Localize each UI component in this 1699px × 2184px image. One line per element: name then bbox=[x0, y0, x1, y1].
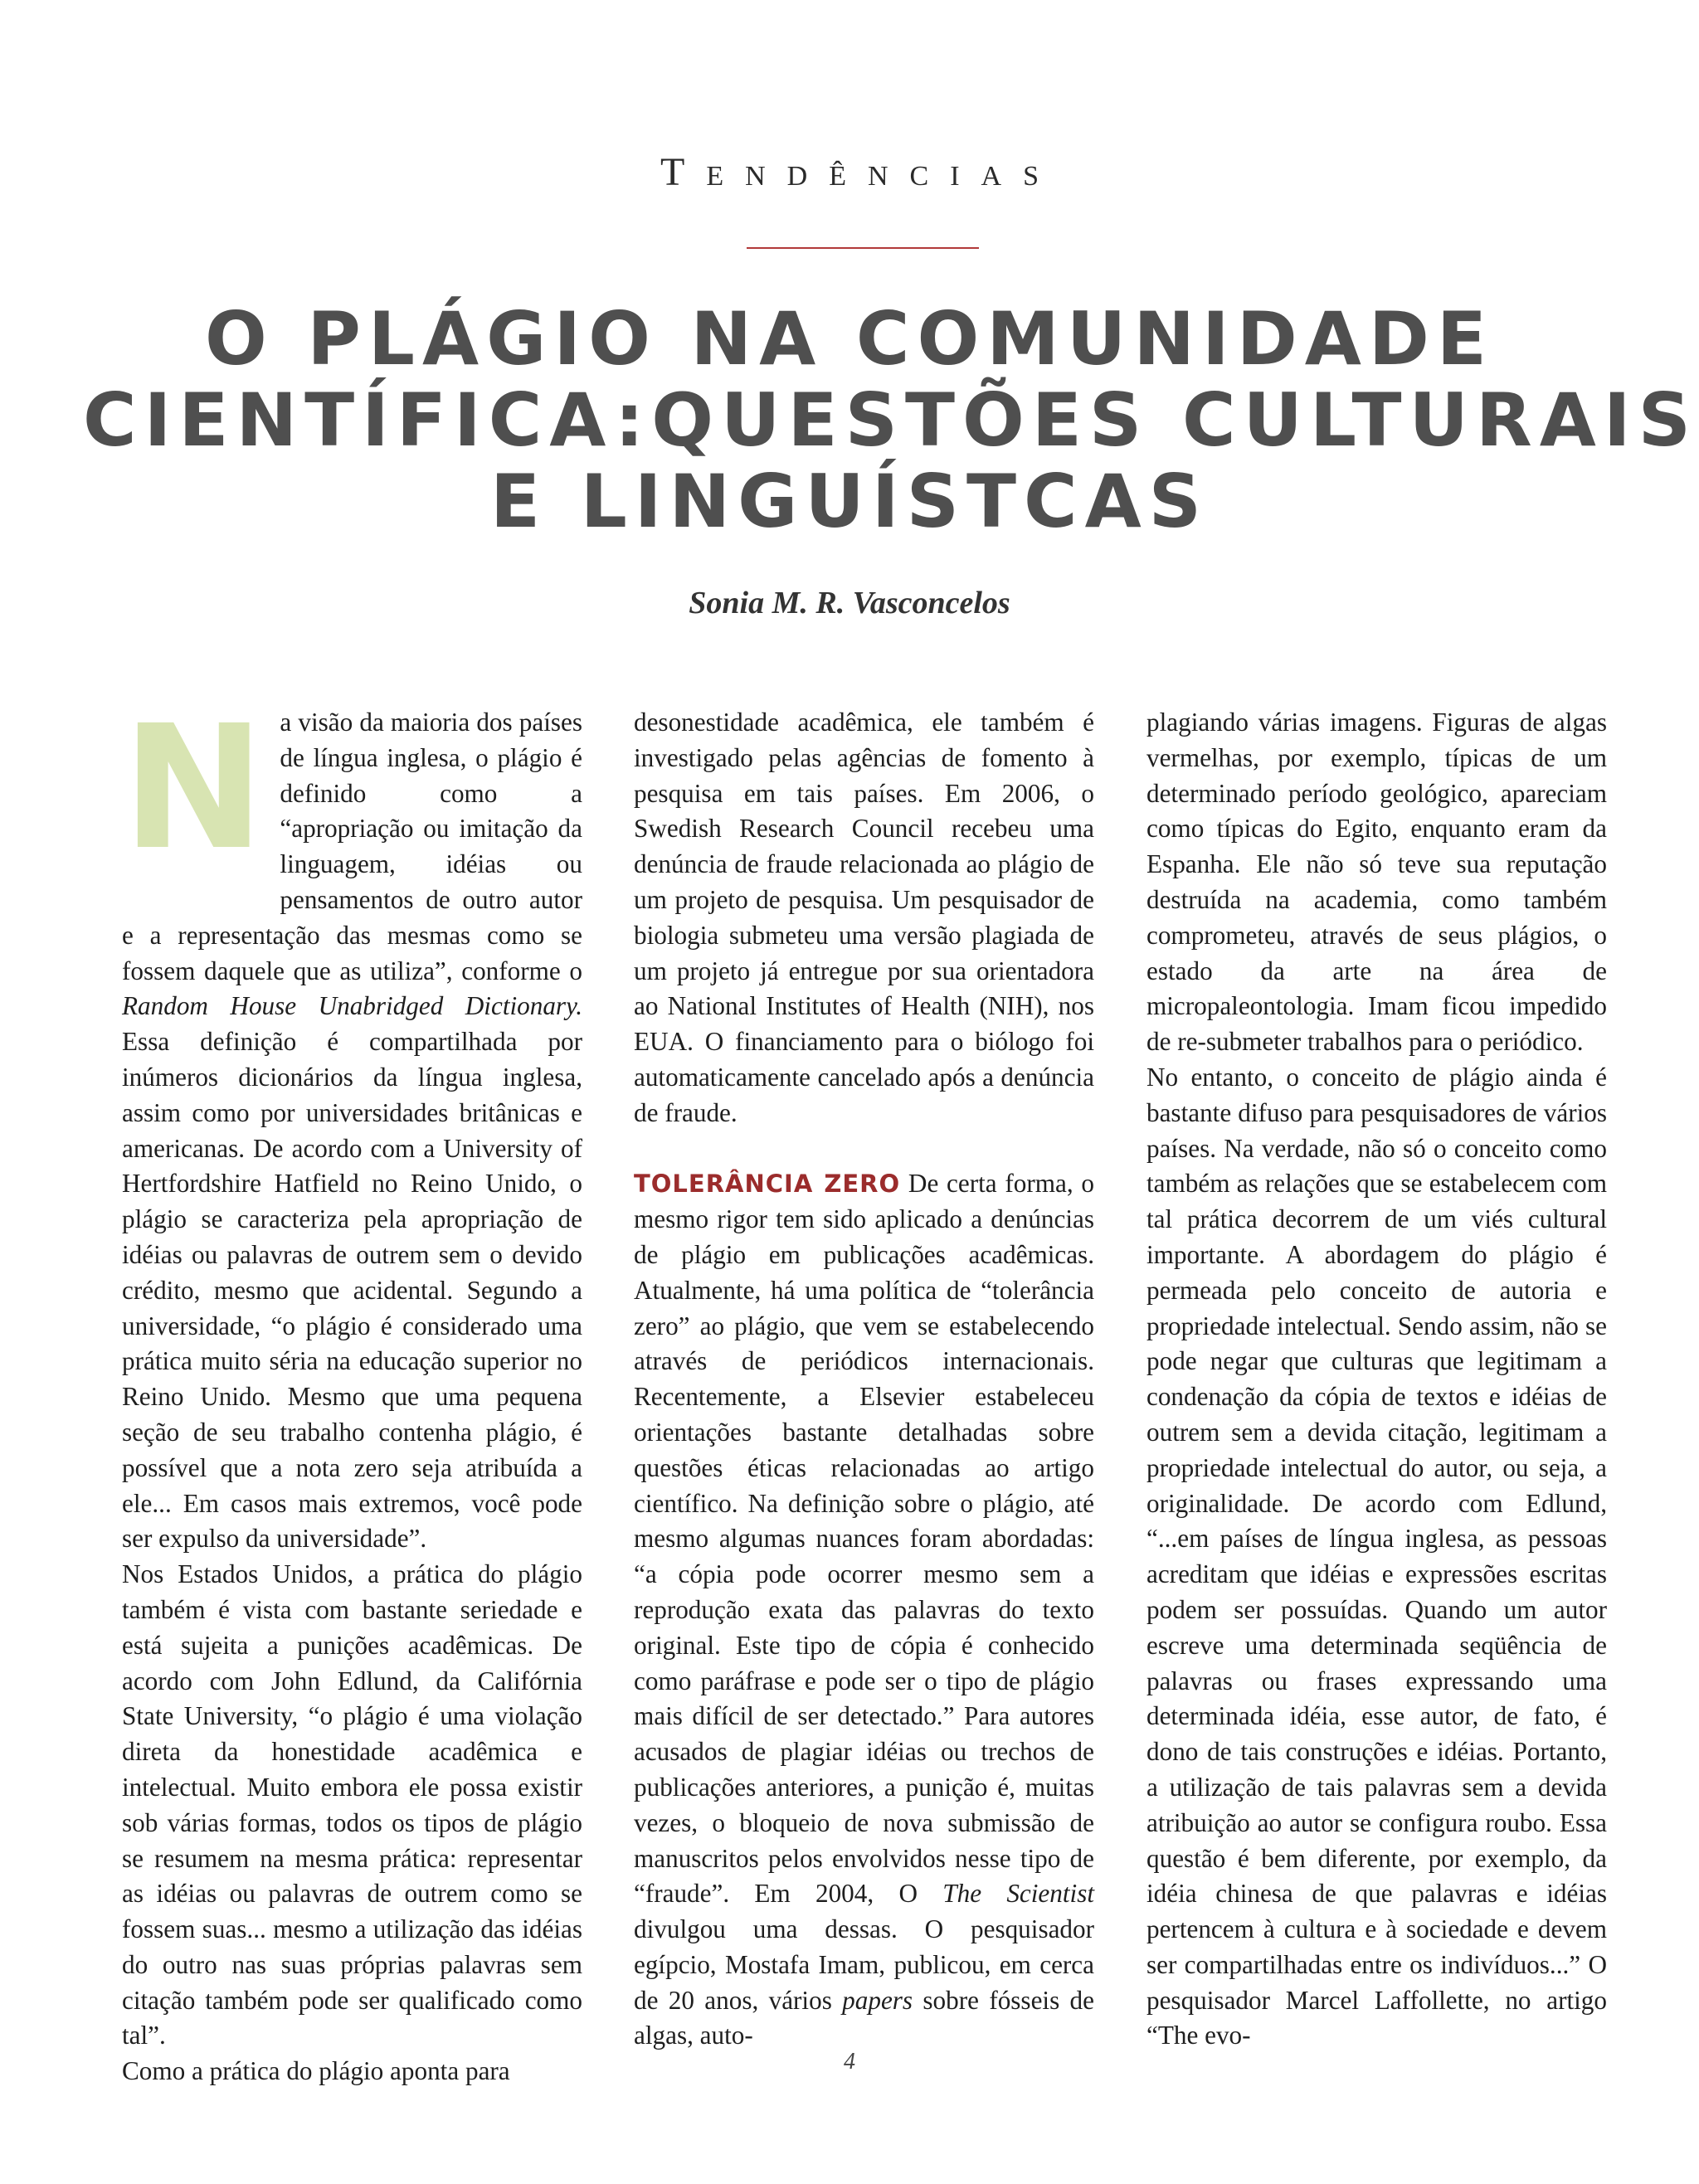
title-line-3: E LINGUÍSTCAS bbox=[489, 459, 1210, 544]
paragraph: Nos Estados Unidos, a prática do plágio também é vista com bastante seriedade e está sujeita a punições acadêmicas. De acordo com John Edlund, da Califórnia State University, “o plágio é uma violação direta da honestidade acadêmica e intelectual. Muito embora ele possa existir sob várias formas, todos os tipos de plágio se resumem na mesma prática: representar as idéias ou palavras de outrem como se fossem suas... mesmo a utilização das idéias do outro nas suas próprias palavras sem citação também pode ser qualificado como tal”. bbox=[122, 1559, 582, 2050]
paragraph bbox=[634, 1166, 1094, 2054]
italic-title: Random House Unabridged Dictionary. bbox=[122, 991, 582, 1021]
paragraph: plagiando várias imagens. Figuras de algas vermelhas, por exemplo, típicas de um determinado período geológico, apareciam como típicas do Egito, enquanto eram da Espanha. Ele não só teve sua reputação destruída na academia, como também comprometeu, através de seus plágios, o estado da arte na área de micropaleontologia. Imam ficou impedido de re-submeter trabalhos para o periódico. bbox=[1146, 708, 1607, 1057]
author-byline: Sonia M. R. Vasconcelos bbox=[689, 586, 1010, 620]
paragraph-text: Essa definição é compartilhada por inúmeros dicionários da língua inglesa, assim como por universidades britânicas e americanas. De acordo com a University of Hertfordshire Hatfield no Reino Unido, o plágio se caracteriza pela apropriação de idéias ou palavras de outrem sem o devido crédito, mesmo que acidental. Segundo a universidade, “o plágio é considerado uma prática muito séria na educação superior no Reino Unido. Mesmo que uma pequena seção de seu trabalho contenha plágio, é possível que a nota zero seja atribuída a ele... Em casos mais extremos, você pode ser expulso da universidade”. bbox=[122, 1027, 582, 1554]
paragraph-text: divulgou uma dessas. O pesquisador egípcio, Mostafa Imam, publicou, em cerca de 20 anos, vários bbox=[634, 1914, 1094, 2015]
paragraph-text: De certa forma, o mesmo rigor tem sido aplicado a denúncias de plágio em publicações acadêmicas. Atualmente, há uma política de “tolerância zero” ao plágio, que vem se estabelecendo através de periódicos internacionais. Recentemente, a Elsevier estabeleceu orientações bastante detalhadas sobre questões éticas relacionadas ao artigo científico. Na definição sobre o plágio, até mesmo algumas nuances foram abordadas: “a cópia pode ocorrer mesmo sem a reprodução exata das palavras do texto original. Este tipo de cópia é conhecido como paráfrase e pode ser o tipo de plágio mais difícil de ser detectado.” Para autores acusados de plagiar idéias ou trechos de publicações anteriores, a punição é, muitas vezes, o bloqueio de nova submissão de manuscritos pelos envolvidos nesse tipo de “fraude”. Em 2004, O bbox=[634, 1169, 1094, 1909]
subheading: TOLERÂNCIA ZERO bbox=[634, 1170, 901, 1199]
paragraph: desonestidade acadêmica, ele também é investigado pelas agências de fomento à pesquisa em tais países. Em 2006, o Swedish Research Council recebeu uma denúncia de fraude relacionada ao plágio de um projeto de pesquisa. Um pesquisador de biologia submeteu uma versão plagiada de um projeto já entregue por sua orientadora ao National Institutes of Health (NIH), nos EUA. O financiamento para o biólogo foi automaticamente cancelado após a denúncia de fraude. bbox=[634, 708, 1094, 1127]
drop-cap: N bbox=[122, 688, 265, 888]
paragraph-gap bbox=[634, 1131, 1094, 1167]
paragraph: Como a prática do plágio aponta para bbox=[122, 2056, 510, 2086]
paragraph: No entanto, o conceito de plágio ainda é bastante difuso para pesquisadores de vários países. Na verdade, não só o conceito como também as relações que se estabelecem com tal prática decorrem de um viés cultural importante. A abordagem do plágio é permeada pelo conceito de autoria e propriedade intelectual. Sendo assim, não se pode negar que culturas que legitimam a condenação da cópia de textos e idéias de outrem sem a devida citação, legitimam a propriedade intelectual do autor, ou seja, a originalidade. De acordo com Edlund, “...em países de língua inglesa, as pessoas acreditam que idéias e expressões escritas podem ser possuídas. Quando um autor escreve uma determinada seqüência de palavras ou frases expressando uma determinada idéia, esse autor, de fato, é dono de tais construções e idéias. Portanto, a utilização de tais palavras sem a devida atribuição ao autor se configura roubo. Essa questão é bem diferente, por exemplo, da idéia chinesa de que palavras e idéias pertencem à cultura e à sociedade e devem ser compartilhadas entre os indivíduos...” O pesquisador Marcel Laffollette, no artigo “The evo- bbox=[1146, 1062, 1607, 2050]
paragraph-text: sobre fósseis de algas, auto- bbox=[634, 1985, 1094, 2050]
text-column-3 bbox=[1146, 705, 1607, 2050]
article-title bbox=[83, 296, 1698, 544]
paragraph-text: a visão da maioria dos países de língua inglesa, o plágio é definido como a “apropriação ou imitação da linguagem, idéias ou pensamentos de outro autor e a representação das mesmas como se fossem daquele que as utiliza”, conforme o bbox=[122, 708, 582, 985]
section-label: Tendências bbox=[660, 150, 1060, 194]
italic-title: The Scientist bbox=[942, 1879, 1094, 1909]
text-column-1 bbox=[122, 688, 582, 2086]
title-line-1: O PLÁGIO NA COMUNIDADE bbox=[204, 296, 1495, 382]
page-number: 4 bbox=[844, 2049, 855, 2075]
italic-word: papers bbox=[842, 1985, 913, 2015]
title-divider bbox=[747, 247, 979, 249]
title-line-2: CIENTÍFICA:QUESTÕES CULTURAIS bbox=[83, 377, 1698, 463]
text-column-2 bbox=[634, 705, 1094, 2050]
